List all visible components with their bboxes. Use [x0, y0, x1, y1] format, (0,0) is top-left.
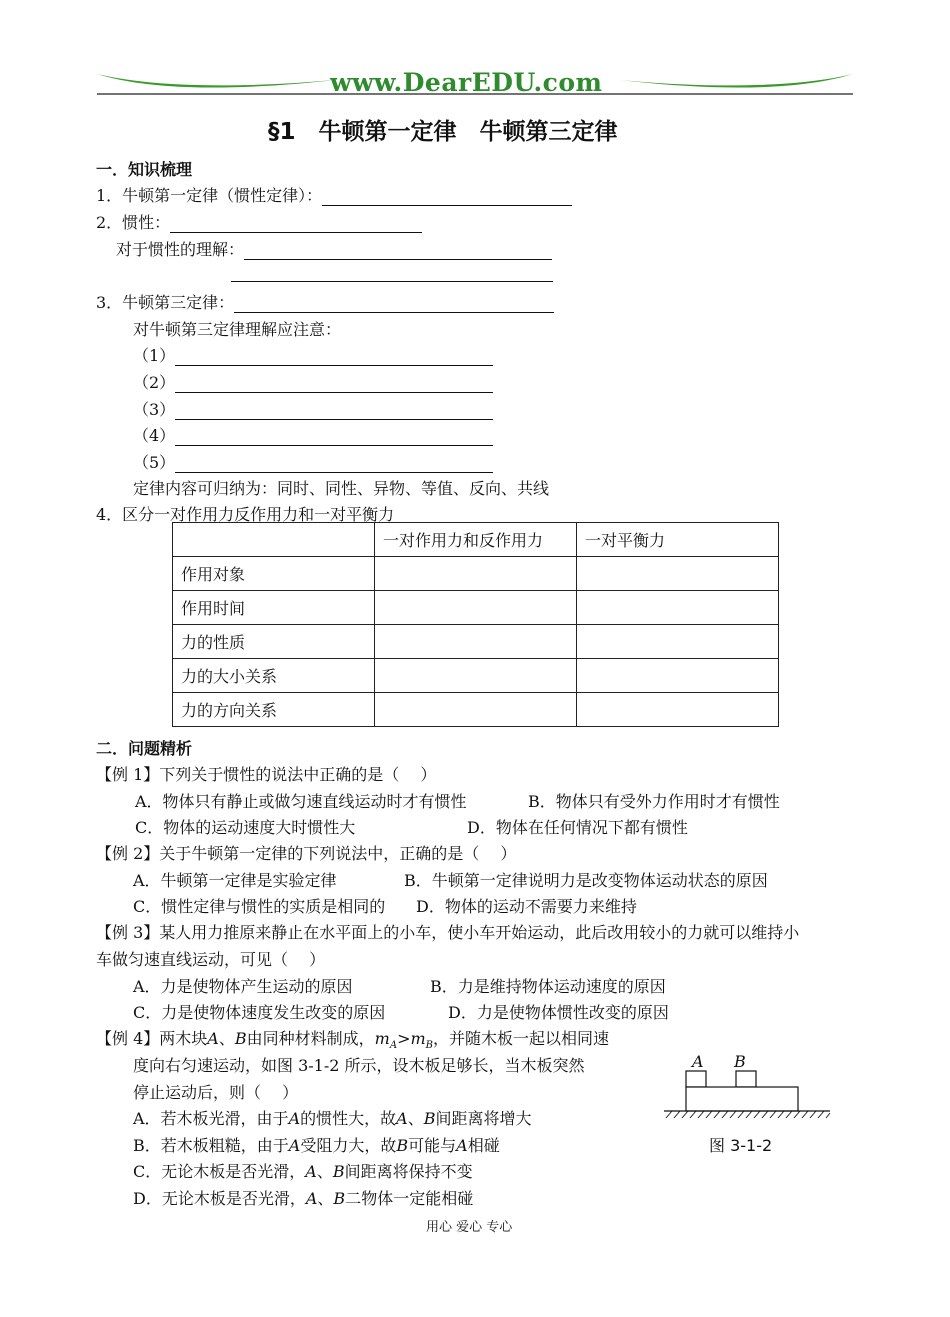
option-text: B．若木板粗糙，由于	[133, 1136, 289, 1155]
var-a: A	[207, 1029, 219, 1048]
figure-label-a: A	[692, 1052, 704, 1071]
summary-text: 定律内容可归纳为：同时、同性、异物、等值、反向、共线	[133, 479, 550, 498]
option-text: 、	[407, 1109, 424, 1128]
table-row-label: 力的方向关系	[173, 693, 375, 727]
note-label: （2）	[133, 373, 176, 392]
ex3-option-a[interactable]: A．力是使物体产生运动的原因	[133, 977, 353, 996]
table-row-label: 力的性质	[173, 625, 375, 659]
table-row	[173, 659, 779, 693]
table-row	[173, 557, 779, 591]
mass-subscript-a: A	[389, 1040, 398, 1052]
table-cell[interactable]	[375, 693, 577, 727]
ex1-option-a[interactable]: A．物体只有静止或做匀速直线运动时才有惯性	[135, 792, 467, 811]
ex4-text: 由同种材料制成，	[246, 1029, 375, 1048]
ex4-option-b[interactable]	[133, 1133, 500, 1156]
ex1-option-d[interactable]: D．物体在任何情况下都有惯性	[467, 818, 688, 837]
ex4-option-d[interactable]	[133, 1186, 473, 1209]
var-b: B	[234, 1029, 247, 1048]
item2-sub-blank2[interactable]	[231, 263, 553, 282]
table-cell[interactable]	[577, 693, 779, 727]
option-text: 二物体一定能相碰	[345, 1189, 474, 1208]
var-b: B	[332, 1162, 345, 1181]
item1-label: 1．牛顿第一定律（惯性定律）：	[96, 186, 323, 205]
note-blank[interactable]	[175, 374, 493, 393]
option-text: 受阻力大，故	[300, 1136, 397, 1155]
ex4-text: ，并随木板一起以相同速	[433, 1029, 610, 1048]
var-a: A	[305, 1189, 318, 1208]
var-a: A	[288, 1136, 301, 1155]
figure-caption: 图 3-1-2	[709, 1136, 773, 1155]
header-logo-text: www.DearEDU.com	[330, 68, 603, 97]
item2-blank[interactable]	[170, 214, 422, 233]
ex4-stem-line2: 度向右匀速运动，如图 3-1-2 所示，设木板足够长，当木板突然	[133, 1056, 585, 1075]
var-b: B	[396, 1136, 409, 1155]
ex3-option-d[interactable]: D．力是使物体惯性改变的原因	[448, 1003, 669, 1022]
table-header-row	[173, 523, 779, 557]
table-row-label: 作用对象	[173, 557, 375, 591]
table-header-cell: 一对平衡力	[577, 523, 779, 557]
item1-blank[interactable]	[322, 187, 572, 206]
var-b: B	[423, 1109, 436, 1128]
note-line	[133, 423, 493, 446]
mass-symbol: m	[374, 1029, 390, 1048]
note-line	[133, 450, 493, 473]
option-text: 相碰	[467, 1136, 500, 1155]
block-a	[686, 1071, 706, 1087]
ex2-stem: 【例 2】关于牛顿第一定律的下列说法中，正确的是（ ）	[96, 844, 517, 863]
item3-label: 3．牛顿第三定律：	[96, 293, 235, 312]
option-text: 、	[316, 1162, 333, 1181]
ex4-text: 两木块	[159, 1029, 208, 1048]
note-label: （5）	[133, 453, 176, 472]
table-cell[interactable]	[375, 625, 577, 659]
figure-3-1-2	[660, 1050, 835, 1130]
item1-line	[96, 183, 572, 206]
block-b	[736, 1071, 756, 1087]
note-label: （1）	[133, 346, 176, 365]
note-line	[133, 370, 493, 393]
note-label: （3）	[133, 400, 176, 419]
note-line	[133, 397, 493, 420]
footer-text: 用心 爱心 专心	[426, 1220, 513, 1235]
option-text: 间距离将保持不变	[344, 1162, 473, 1181]
table-cell[interactable]	[375, 557, 577, 591]
var-a: A	[305, 1162, 317, 1181]
var-b: B	[333, 1189, 346, 1208]
option-text: C．无论木板是否光滑，	[133, 1162, 306, 1181]
mass-subscript-b: B	[425, 1040, 433, 1052]
note-line	[133, 343, 493, 366]
note-blank[interactable]	[175, 347, 493, 366]
item2-line	[96, 210, 422, 233]
table-row	[173, 693, 779, 727]
table-cell[interactable]	[375, 591, 577, 625]
gt-symbol: >	[397, 1029, 411, 1048]
item2-label: 2．惯性：	[96, 213, 171, 232]
table-row	[173, 625, 779, 659]
item2-sub-label: 对于惯性的理解：	[116, 240, 245, 259]
var-a: A	[396, 1109, 408, 1128]
ex3-stem-line2: 车做匀速直线运动，可见（ ）	[96, 950, 326, 969]
page-title: §1 牛顿第一定律 牛顿第三定律	[268, 119, 618, 145]
item3-line	[96, 290, 554, 313]
right-swoosh-icon	[620, 74, 853, 88]
comparison-table	[172, 522, 779, 727]
section2-heading: 二．问题精析	[96, 739, 193, 758]
ex3-option-b[interactable]: B．力是维持物体运动速度的原因	[430, 977, 666, 996]
ex4-sep: 、	[218, 1029, 235, 1048]
ex4-option-a[interactable]	[133, 1106, 532, 1129]
table-cell[interactable]	[577, 557, 779, 591]
board	[686, 1087, 798, 1111]
item2-sub-blank[interactable]	[244, 241, 552, 260]
table-row	[173, 591, 779, 625]
option-text: 可能与	[408, 1136, 457, 1155]
ex2-option-b[interactable]: B．牛顿第一定律说明力是改变物体运动状态的原因	[404, 871, 768, 890]
note-label: （4）	[133, 426, 176, 445]
left-swoosh-icon	[97, 74, 335, 88]
figure-label-b: B	[734, 1052, 746, 1071]
ex3-option-c[interactable]: C．力是使物体速度发生改变的原因	[133, 1003, 386, 1022]
ex3-stem-line1: 【例 3】某人用力推原来静止在水平面上的小车，使小车开始运动，此后改用较小的力就可以维持小	[96, 923, 800, 942]
option-text: 的惯性大，故	[300, 1109, 397, 1128]
table-row-label: 作用时间	[173, 591, 375, 625]
ex4-label: 【例 4】	[96, 1029, 160, 1048]
option-text: A．若木板光滑，由于	[133, 1109, 289, 1128]
table-cell[interactable]	[577, 659, 779, 693]
item3-sub-label: 对牛顿第三定律理解应注意：	[133, 320, 342, 339]
ex4-option-c[interactable]	[133, 1159, 473, 1182]
item2-sub-line	[116, 237, 552, 260]
item2-sub-line2	[231, 263, 553, 282]
ex2-option-d[interactable]: D．物体的运动不需要力来维持	[416, 897, 637, 916]
table-cell[interactable]	[577, 591, 779, 625]
ex2-option-c[interactable]: C．惯性定律与惯性的实质是相同的	[133, 897, 386, 916]
ex1-option-b[interactable]: B．物体只有受外力作用时才有惯性	[528, 792, 780, 811]
var-a: A	[456, 1136, 468, 1155]
table-cell[interactable]	[577, 625, 779, 659]
option-text: 、	[317, 1189, 334, 1208]
note-blank[interactable]	[175, 401, 493, 420]
ex4-stem-line3: 停止运动后，则（ ）	[133, 1083, 299, 1102]
option-text: D．无论木板是否光滑，	[133, 1189, 306, 1208]
table-cell[interactable]	[375, 659, 577, 693]
ex4-stem-line1	[96, 1026, 609, 1051]
option-text: 间距离将增大	[435, 1109, 532, 1128]
ex1-stem: 【例 1】下列关于惯性的说法中正确的是（ ）	[96, 765, 437, 784]
section1-heading: 一．知识梳理	[96, 160, 193, 179]
ex1-option-c[interactable]: C．物体的运动速度大时惯性大	[135, 818, 356, 837]
mass-symbol: m	[410, 1029, 426, 1048]
note-blank[interactable]	[175, 454, 493, 473]
table-header-cell	[173, 523, 375, 557]
note-blank[interactable]	[175, 427, 493, 446]
table-header-cell: 一对作用力和反作用力	[375, 523, 577, 557]
table-row-label: 力的大小关系	[173, 659, 375, 693]
ex2-option-a[interactable]: A．牛顿第一定律是实验定律	[133, 871, 337, 890]
var-a: A	[288, 1109, 301, 1128]
ground-hatch	[666, 1111, 830, 1118]
item4-label: 4．区分一对作用力反作用力和一对平衡力	[96, 505, 395, 524]
item3-blank[interactable]	[234, 294, 554, 313]
